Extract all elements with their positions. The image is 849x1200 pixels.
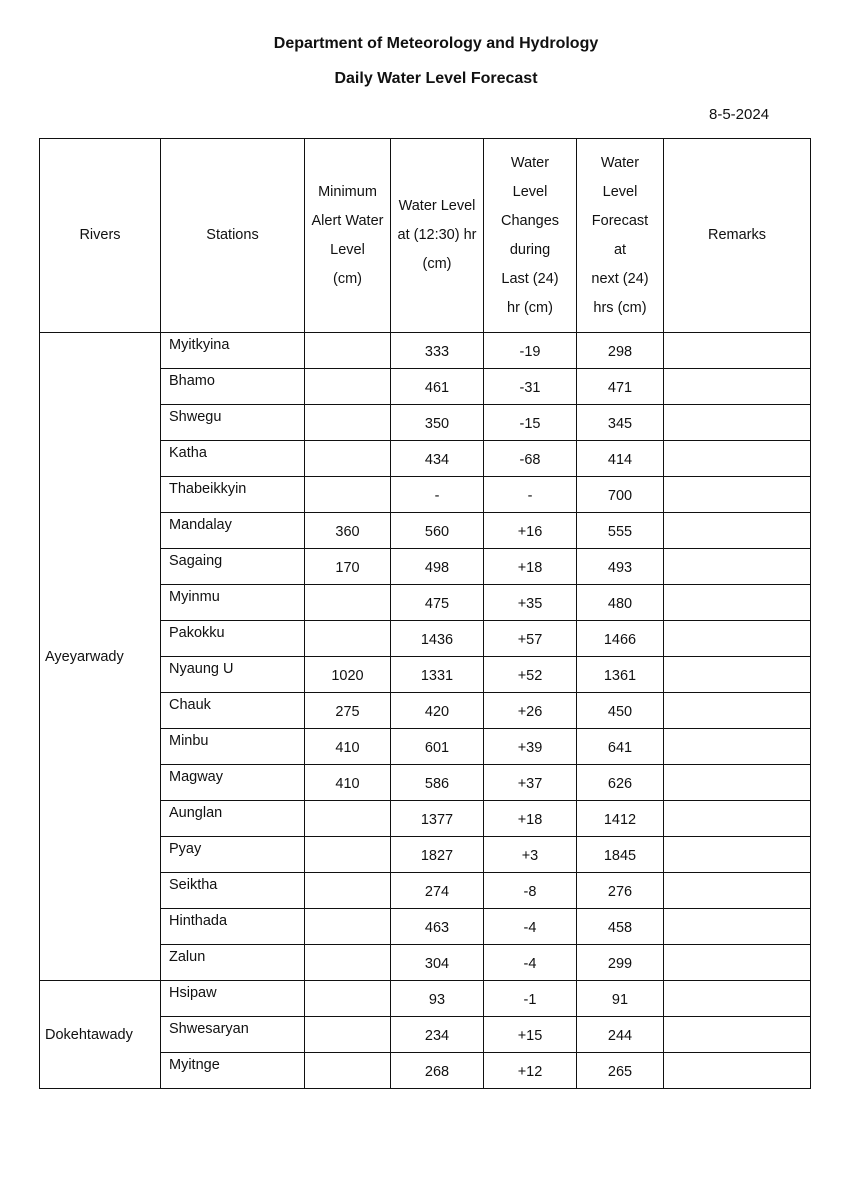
cell-change: +37	[484, 765, 577, 801]
station-name: Seiktha	[161, 873, 305, 909]
cell-level: 420	[391, 693, 484, 729]
cell-level: 560	[391, 513, 484, 549]
cell-min-alert: 275	[305, 693, 391, 729]
station-name: Minbu	[161, 729, 305, 765]
cell-forecast: 299	[577, 945, 664, 981]
cell-change: -15	[484, 405, 577, 441]
river-name: Dokehtawady	[40, 981, 161, 1089]
header-forecast: Water Level Forecast at next (24) hrs (cm)	[577, 139, 664, 333]
cell-min-alert: 170	[305, 549, 391, 585]
cell-change: +18	[484, 549, 577, 585]
cell-level: 93	[391, 981, 484, 1017]
cell-remarks	[664, 945, 811, 981]
cell-forecast: 276	[577, 873, 664, 909]
cell-remarks	[664, 621, 811, 657]
table-row	[40, 333, 811, 369]
cell-forecast: 345	[577, 405, 664, 441]
cell-forecast: 1845	[577, 837, 664, 873]
cell-remarks	[664, 369, 811, 405]
page-subtitle: Daily Water Level Forecast	[334, 70, 538, 87]
cell-min-alert	[305, 801, 391, 837]
river-name: Ayeyarwady	[40, 333, 161, 981]
header-level-change: Water Level Changes during Last (24) hr (cm)	[484, 139, 577, 333]
cell-min-alert: 410	[305, 729, 391, 765]
cell-change: +35	[484, 585, 577, 621]
cell-remarks	[664, 801, 811, 837]
cell-forecast: 700	[577, 477, 664, 513]
cell-level: 1377	[391, 801, 484, 837]
cell-forecast: 414	[577, 441, 664, 477]
station-name: Myinmu	[161, 585, 305, 621]
cell-min-alert: 1020	[305, 657, 391, 693]
header-water-level: Water Level at (12:30) hr (cm)	[391, 139, 484, 333]
cell-remarks	[664, 693, 811, 729]
cell-level: 434	[391, 441, 484, 477]
cell-min-alert	[305, 945, 391, 981]
cell-remarks	[664, 477, 811, 513]
report-date: 8-5-2024	[709, 106, 770, 123]
cell-remarks	[664, 729, 811, 765]
cell-remarks	[664, 585, 811, 621]
cell-min-alert	[305, 909, 391, 945]
cell-change: +18	[484, 801, 577, 837]
cell-change: -31	[484, 369, 577, 405]
cell-change: -19	[484, 333, 577, 369]
station-name: Shwesaryan	[161, 1017, 305, 1053]
cell-change: -68	[484, 441, 577, 477]
cell-forecast: 493	[577, 549, 664, 585]
station-name: Sagaing	[161, 549, 305, 585]
station-name: Zalun	[161, 945, 305, 981]
station-name: Myitkyina	[161, 333, 305, 369]
cell-change: +57	[484, 621, 577, 657]
station-name: Nyaung U	[161, 657, 305, 693]
cell-forecast: 458	[577, 909, 664, 945]
cell-level: -	[391, 477, 484, 513]
cell-remarks	[664, 837, 811, 873]
cell-forecast: 91	[577, 981, 664, 1017]
cell-level: 463	[391, 909, 484, 945]
station-name: Hinthada	[161, 909, 305, 945]
station-name: Katha	[161, 441, 305, 477]
cell-min-alert	[305, 477, 391, 513]
cell-min-alert	[305, 585, 391, 621]
cell-remarks	[664, 333, 811, 369]
cell-min-alert	[305, 621, 391, 657]
station-name: Magway	[161, 765, 305, 801]
cell-remarks	[664, 405, 811, 441]
cell-remarks	[664, 909, 811, 945]
station-name: Hsipaw	[161, 981, 305, 1017]
cell-remarks	[664, 1053, 811, 1089]
cell-level: 461	[391, 369, 484, 405]
header-min-alert: Minimum Alert Water Level (cm)	[305, 139, 391, 333]
cell-level: 498	[391, 549, 484, 585]
cell-change: -8	[484, 873, 577, 909]
cell-forecast: 244	[577, 1017, 664, 1053]
cell-level: 333	[391, 333, 484, 369]
cell-level: 1436	[391, 621, 484, 657]
station-name: Thabeikkyin	[161, 477, 305, 513]
cell-min-alert: 410	[305, 765, 391, 801]
station-name: Pyay	[161, 837, 305, 873]
cell-change: +12	[484, 1053, 577, 1089]
cell-forecast: 1412	[577, 801, 664, 837]
cell-remarks	[664, 981, 811, 1017]
cell-min-alert	[305, 333, 391, 369]
cell-forecast: 626	[577, 765, 664, 801]
cell-remarks	[664, 441, 811, 477]
cell-forecast: 555	[577, 513, 664, 549]
cell-min-alert	[305, 441, 391, 477]
cell-remarks	[664, 765, 811, 801]
cell-change: +52	[484, 657, 577, 693]
cell-change: +26	[484, 693, 577, 729]
cell-remarks	[664, 513, 811, 549]
cell-forecast: 1466	[577, 621, 664, 657]
cell-change: -4	[484, 909, 577, 945]
cell-forecast: 480	[577, 585, 664, 621]
cell-level: 234	[391, 1017, 484, 1053]
station-name: Mandalay	[161, 513, 305, 549]
cell-change: -4	[484, 945, 577, 981]
cell-level: 586	[391, 765, 484, 801]
cell-level: 268	[391, 1053, 484, 1089]
cell-level: 601	[391, 729, 484, 765]
cell-level: 1331	[391, 657, 484, 693]
header-remarks: Remarks	[664, 139, 811, 333]
cell-forecast: 641	[577, 729, 664, 765]
cell-forecast: 298	[577, 333, 664, 369]
cell-level: 274	[391, 873, 484, 909]
cell-change: +16	[484, 513, 577, 549]
cell-min-alert	[305, 369, 391, 405]
cell-level: 475	[391, 585, 484, 621]
cell-remarks	[664, 873, 811, 909]
station-name: Chauk	[161, 693, 305, 729]
cell-min-alert	[305, 405, 391, 441]
water-level-table	[39, 138, 811, 1089]
station-name: Aunglan	[161, 801, 305, 837]
cell-min-alert	[305, 873, 391, 909]
cell-change: -	[484, 477, 577, 513]
cell-level: 350	[391, 405, 484, 441]
station-name: Myitnge	[161, 1053, 305, 1089]
cell-change: +39	[484, 729, 577, 765]
cell-min-alert	[305, 1053, 391, 1089]
station-name: Shwegu	[161, 405, 305, 441]
station-name: Pakokku	[161, 621, 305, 657]
table-row	[40, 981, 811, 1017]
page-title: Department of Meteorology and Hydrology	[273, 35, 599, 52]
cell-change: -1	[484, 981, 577, 1017]
cell-forecast: 471	[577, 369, 664, 405]
cell-remarks	[664, 657, 811, 693]
cell-forecast: 265	[577, 1053, 664, 1089]
station-name: Bhamo	[161, 369, 305, 405]
cell-level: 304	[391, 945, 484, 981]
cell-level: 1827	[391, 837, 484, 873]
cell-min-alert	[305, 981, 391, 1017]
header-rivers: Rivers	[40, 139, 161, 333]
header-stations: Stations	[161, 139, 305, 333]
cell-min-alert	[305, 837, 391, 873]
cell-min-alert: 360	[305, 513, 391, 549]
cell-change: +3	[484, 837, 577, 873]
cell-remarks	[664, 1017, 811, 1053]
cell-change: +15	[484, 1017, 577, 1053]
cell-remarks	[664, 549, 811, 585]
cell-min-alert	[305, 1017, 391, 1053]
table-header-row	[40, 139, 811, 333]
cell-forecast: 450	[577, 693, 664, 729]
cell-forecast: 1361	[577, 657, 664, 693]
